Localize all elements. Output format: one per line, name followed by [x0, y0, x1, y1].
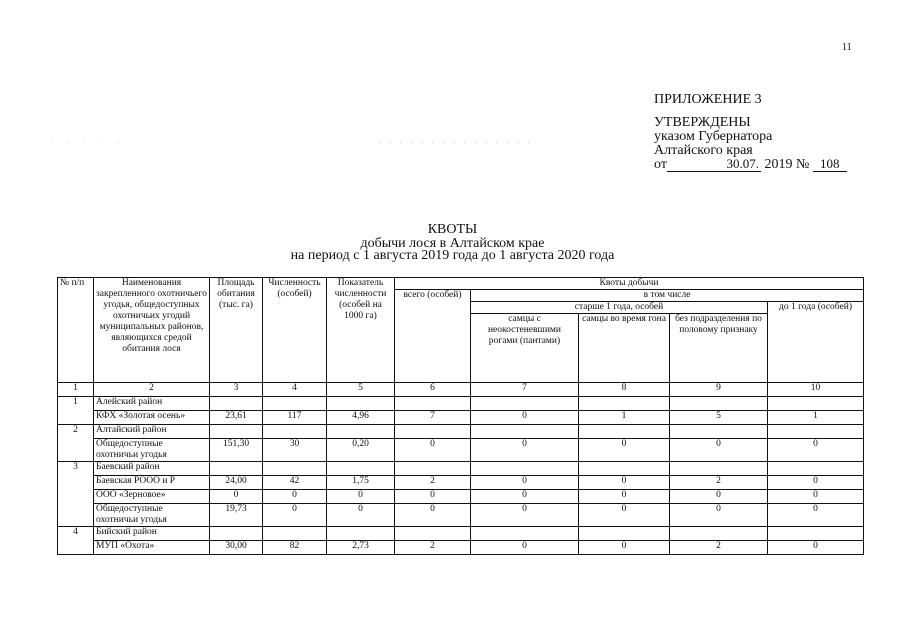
header-nosex: без подразделения по половому признаку: [670, 314, 768, 383]
quota-cell: 5: [670, 411, 768, 425]
quota-cell: 0: [471, 476, 579, 490]
quota-cell: 1: [768, 411, 864, 425]
header-num: № п/п: [58, 278, 94, 383]
count-cell: 30: [263, 439, 327, 462]
district-name: Бийский район: [94, 527, 210, 541]
approval-line: указом Губернатора: [654, 129, 773, 144]
col-number: 2: [94, 383, 210, 397]
appendix-label: ПРИЛОЖЕНИЕ 3: [654, 92, 762, 107]
count-cell: 42: [263, 476, 327, 490]
hunting-ground-name: ООО «Зерновое»: [94, 490, 210, 504]
area-cell: 0: [210, 490, 263, 504]
header-young: до 1 года (особей): [768, 302, 864, 383]
approval-line: Алтайского края: [654, 143, 753, 158]
density-cell: 1,75: [327, 476, 395, 490]
density-cell: 0,20: [327, 439, 395, 462]
quota-cell: 0: [579, 476, 670, 490]
quota-cell: 0: [579, 504, 670, 527]
quota-cell: 0: [670, 439, 768, 462]
table-row: [58, 504, 864, 527]
quota-cell: 0: [579, 490, 670, 504]
quota-table: [57, 277, 864, 555]
area-cell: 23,61: [210, 411, 263, 425]
quota-cell: 0: [471, 411, 579, 425]
header-older: старше 1 года, особей: [471, 302, 768, 314]
header-count: Численность (особей): [263, 278, 327, 383]
col-number: 7: [471, 383, 579, 397]
col-number: 10: [768, 383, 864, 397]
col-number: 9: [670, 383, 768, 397]
hunting-ground-name: Баевская РООО и Р: [94, 476, 210, 490]
quota-cell: 0: [768, 439, 864, 462]
col-number: 1: [58, 383, 94, 397]
district-name: Алейский район: [94, 397, 210, 411]
quota-cell: 0: [768, 490, 864, 504]
quota-cell: 0: [471, 541, 579, 555]
approval-date-line: [654, 158, 847, 172]
total-cell: 2: [395, 541, 471, 555]
quota-cell: 0: [579, 541, 670, 555]
density-cell: 0: [327, 504, 395, 527]
quota-cell: 1: [579, 411, 670, 425]
header-total: всего (особей): [395, 290, 471, 383]
col-number: 4: [263, 383, 327, 397]
district-row: [58, 527, 864, 541]
district-name: Баевский район: [94, 462, 210, 476]
approval-block: [654, 116, 847, 172]
total-cell: 0: [395, 439, 471, 462]
quota-cell: 0: [471, 490, 579, 504]
header-quotas: Квоты добычи: [395, 278, 864, 290]
header-density: Показатель численности (особей на 1000 га): [327, 278, 395, 383]
quota-cell: 0: [768, 476, 864, 490]
col-number: 3: [210, 383, 263, 397]
area-cell: 19,73: [210, 504, 263, 527]
count-cell: 0: [263, 504, 327, 527]
district-name: Алтайский район: [94, 425, 210, 439]
quota-cell: 0: [471, 504, 579, 527]
document-subtitle: добычи лося в Алтайском крае: [360, 236, 545, 251]
total-cell: 0: [395, 504, 471, 527]
table-row: [58, 476, 864, 490]
count-cell: 117: [263, 411, 327, 425]
total-cell: 7: [395, 411, 471, 425]
scan-artifact: · · · · · · · · · · · · · · ·: [378, 138, 533, 147]
hunting-ground-name: Общедоступные охотничьи угодья: [94, 439, 210, 462]
column-number-row: [58, 383, 864, 397]
col-number: 5: [327, 383, 395, 397]
district-row: [58, 425, 864, 439]
quota-cell: 0: [471, 439, 579, 462]
scan-artifact: · · · · ·: [50, 138, 126, 147]
density-cell: 0: [327, 490, 395, 504]
handwritten-date: 30.07.: [726, 156, 759, 171]
table-row: [58, 411, 864, 425]
date-field: [667, 158, 761, 172]
quota-cell: 0: [768, 541, 864, 555]
header-including: в том числе: [471, 290, 864, 302]
header-males-nohorn: самцы с неокостеневшими рогами (пантами): [471, 314, 579, 383]
date-prefix: от: [654, 157, 667, 172]
count-cell: 82: [263, 541, 327, 555]
count-cell: 0: [263, 490, 327, 504]
header-name: Наименования закрепленного охотничьего угодья, общедоступных охотничьих угодий муниципальных районов, являющихся средой обитания лося: [94, 278, 210, 383]
density-cell: 4,96: [327, 411, 395, 425]
district-num: 4: [58, 527, 94, 555]
hunting-ground-name: Общедоступные охотничьи угодья: [94, 504, 210, 527]
handwritten-number: 108: [820, 156, 840, 171]
approval-line: УТВЕРЖДЕНЫ: [654, 115, 751, 130]
year-text: 2019 №: [764, 157, 810, 172]
quota-cell: 0: [579, 439, 670, 462]
total-cell: 2: [395, 476, 471, 490]
area-cell: 151,30: [210, 439, 263, 462]
table-row: [58, 541, 864, 555]
hunting-ground-name: КФХ «Золотая осень»: [94, 411, 210, 425]
district-row: [58, 462, 864, 476]
total-cell: 0: [395, 490, 471, 504]
document-period: на период с 1 августа 2019 года до 1 августа 2020 года: [290, 248, 615, 263]
quota-cell: 2: [670, 476, 768, 490]
area-cell: 30,00: [210, 541, 263, 555]
col-number: 8: [579, 383, 670, 397]
header-row: [58, 278, 864, 290]
district-num: 3: [58, 462, 94, 527]
quota-cell: 0: [670, 504, 768, 527]
header-area: Площадь обитания (тыс. га): [210, 278, 263, 383]
district-num: 2: [58, 425, 94, 462]
quota-cell: 2: [670, 541, 768, 555]
quota-cell: 0: [768, 504, 864, 527]
district-num: 1: [58, 397, 94, 425]
hunting-ground-name: МУП «Охота»: [94, 541, 210, 555]
header-males-rut: самцы во время гона: [579, 314, 670, 383]
number-field: [813, 158, 847, 172]
table-row: [58, 439, 864, 462]
table-row: [58, 490, 864, 504]
document-title: КВОТЫ: [427, 222, 478, 237]
district-row: [58, 397, 864, 411]
page-number: 11: [842, 42, 852, 53]
col-number: 6: [395, 383, 471, 397]
density-cell: 2,73: [327, 541, 395, 555]
area-cell: 24,00: [210, 476, 263, 490]
quota-cell: 0: [670, 490, 768, 504]
